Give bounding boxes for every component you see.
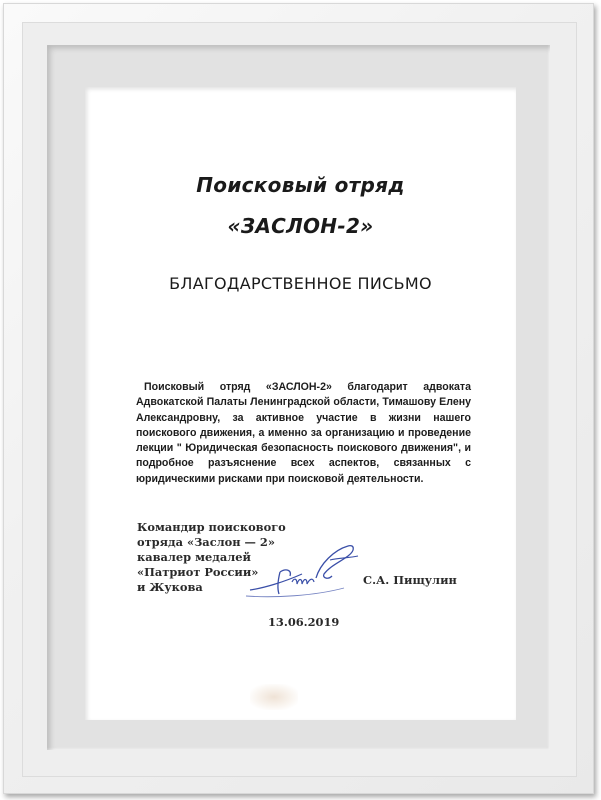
- org-title-line2: «ЗАСЛОН-2»: [227, 214, 374, 238]
- signatory-name: С.А. Пищулин: [363, 573, 457, 587]
- signatory-line-1: Командир поискового: [137, 520, 286, 534]
- org-title-line1: Поисковый отряд: [196, 173, 405, 197]
- signatory-line-4: «Патриот России»: [137, 565, 259, 579]
- signatory-line-3: кавалер медалей: [137, 550, 251, 564]
- letter-date: 13.06.2019: [268, 615, 340, 629]
- letter-body: Поисковый отряд «ЗАСЛОН-2» благодарит адвоката Адвокатской Палаты Ленинградской области, Тимашову Елену Александровну, за активное участие в жизни нашего поискового движения, а именно за организацию и проведение лекции " Юридическая безопасность поискового движения", и подробное разъяснение всех аспектов, связанных с юридическими рисками при поисковой деятельности.: [136, 381, 471, 485]
- handwritten-signature: [244, 538, 364, 600]
- paper-smudge: [250, 684, 298, 710]
- signatory-line-5: и Жукова: [137, 580, 203, 594]
- signatory-line-2: отряда «Заслон — 2»: [137, 535, 275, 549]
- letter-heading: БЛАГОДАРСТВЕННОЕ ПИСЬМО: [169, 274, 432, 293]
